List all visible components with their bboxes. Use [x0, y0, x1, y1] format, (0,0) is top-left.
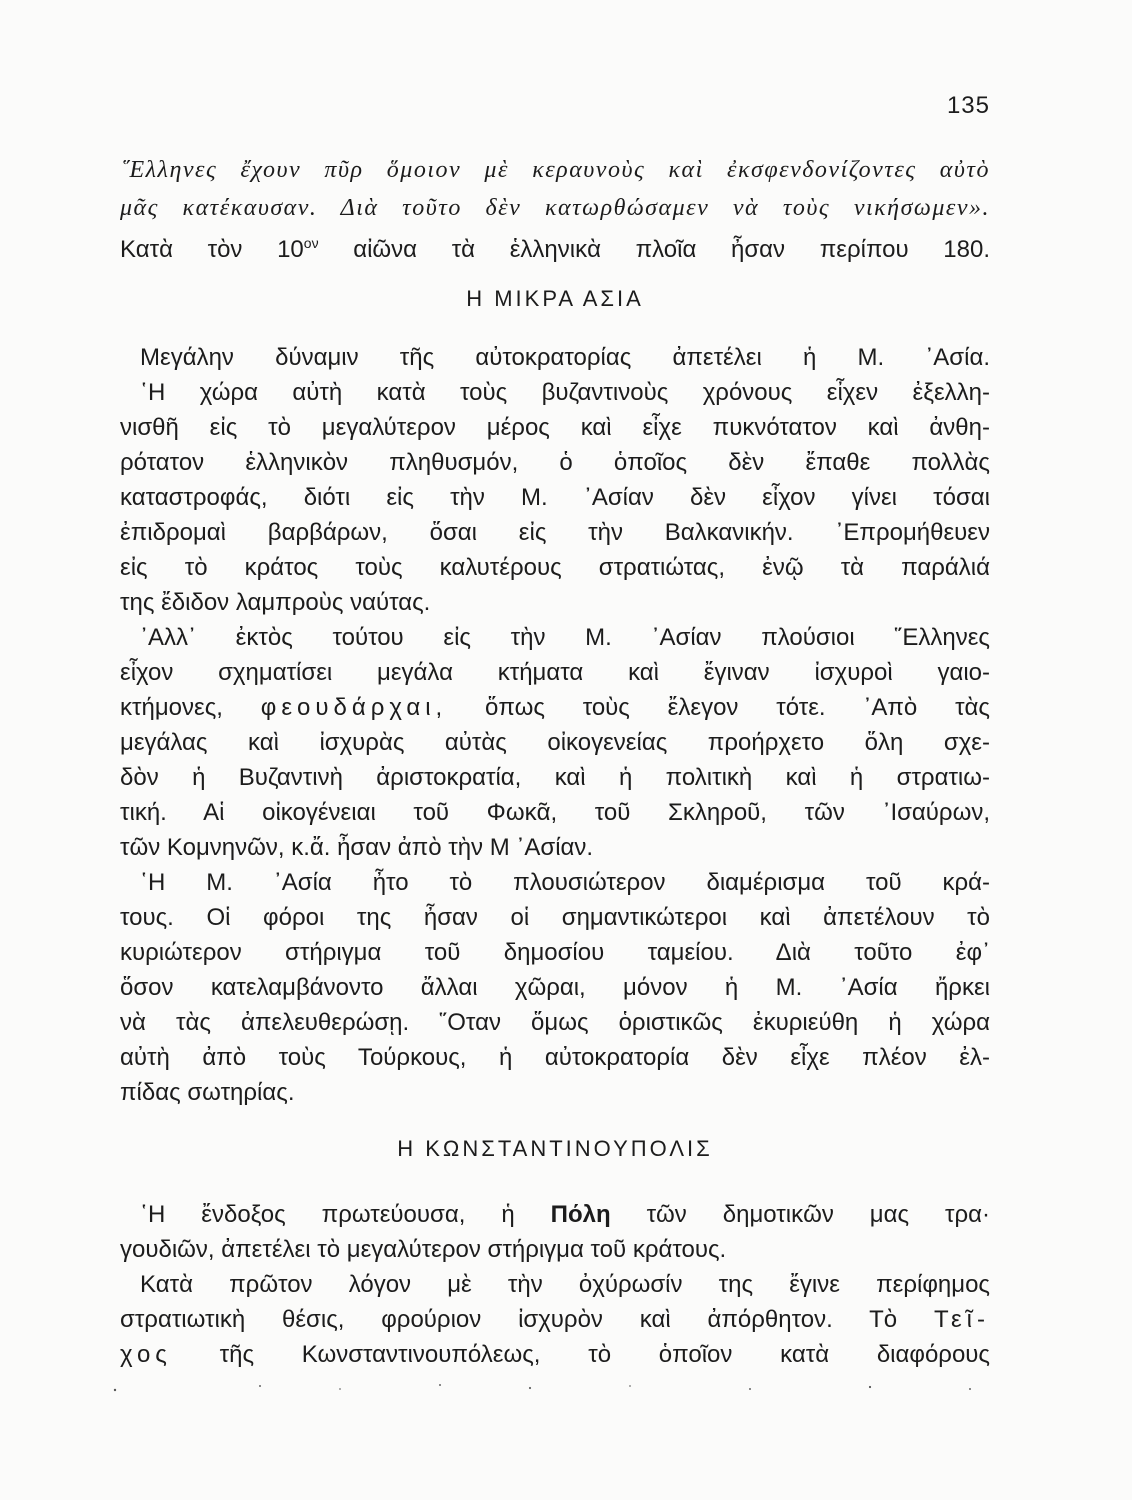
intro-line-3	[120, 228, 990, 265]
print-specks	[110, 1380, 990, 1394]
line-segment: στρατιωτικὴ θέσις, φρούριον ἰσχυρὸν καὶ ἀπόρθητον. Τὸ	[120, 1306, 898, 1333]
paragraph-line: νὰ τὰς ἀπελευθερώσῃ. ῞Οταν ὅμως ὁριστικῶς ἐκυριεύθη ἡ χώρα	[120, 1009, 990, 1036]
paragraph-line: καταστροφάς, διότι εἰς τὴν Μ. ᾿Ασίαν δὲν εἶχον γίνει τόσαι	[120, 484, 990, 511]
paragraph-line: ῾Η Μ. ᾿Ασία ἦτο τὸ πλουσιώτερον διαμέρισμα τοῦ κρά-	[140, 869, 990, 896]
paragraph-line: νισθῆ εἰς τὸ μεγαλύτερον μέρος καὶ εἶχε πυκνότατον καὶ ἀνθη-	[120, 414, 990, 441]
line-segment: ῾Η ἔνδοξος πρωτεύουσα, ἡ	[140, 1201, 551, 1228]
section-heading-mikra-asia: Η ΜΙΚΡΑ ΑΣΙΑ	[466, 286, 644, 311]
paragraph-line: πίδας σωτηρίας.	[120, 1079, 295, 1106]
paragraph-line	[140, 1200, 990, 1230]
paragraph-line: τους. Οἱ φόροι της ἦσαν οἱ σημαντικώτεροι καὶ ἀπετέλουν τὸ	[120, 904, 990, 931]
paragraph-line: της ἔδιδον λαμπροὺς ναύτας.	[120, 589, 431, 616]
book-page	[120, 0, 990, 1500]
paragraph-line	[120, 1305, 990, 1335]
line-segment: τῶν δημοτικῶν μας τρα·	[610, 1201, 990, 1228]
paragraph-line: ἐπιδρομαὶ βαρβάρων, ὅσαι εἰς τὴν Βαλκανικήν. ᾿Επρομήθευεν	[120, 519, 990, 546]
intro-italic-line-2: μᾶς κατέκαυσαν. Διὰ τοῦτο δὲν κατωρθώσαμεν νὰ τοὺς νικήσωμεν».	[120, 195, 990, 221]
paragraph-line: ῾Η χώρα αὐτὴ κατὰ τοὺς βυζαντινοὺς χρόνους εἶχεν ἐξελλη-	[140, 379, 990, 406]
page-number: 135	[946, 92, 990, 119]
paragraph-line: εἰς τὸ κράτος τοὺς καλυτέρους στρατιώτας, ἐνῷ τὰ παράλιά	[120, 554, 990, 581]
paragraph-line: ὅσον κατελαμβάνοντο ἄλλαι χῶραι, μόνον ἡ Μ. ᾿Ασία ἤρκει	[120, 974, 990, 1001]
paragraph-line: γουδιῶν, ἀπετέλει τὸ μεγαλύτερον στήριγμα τοῦ κράτους.	[120, 1236, 727, 1263]
intro-italic-line-1: ῞Ελληνες ἔχουν πῦρ ὅμοιον μὲ κεραυνοὺς καὶ ἐκσφενδονίζοντες αὐτὸ	[120, 157, 990, 183]
section-heading-konstantinoupolis: Η ΚΩΝΣΤΑΝΤΙΝΟΥΠΟΛΙΣ	[397, 1136, 713, 1161]
paragraph-line: Κατὰ πρῶτον λόγον μὲ τὴν ὀχύρωσίν της ἔγινε περίφημος	[140, 1271, 990, 1298]
paragraph-line: ρότατον ἑλληνικὸν πληθυσμόν, ὁ ὁποῖος δὲν ἔπαθε πολλὰς	[120, 449, 990, 476]
paragraph-line: εἶχον σχηματίσει μεγάλα κτήματα καὶ ἔγιναν ἰσχυροὶ γαιο-	[120, 659, 990, 686]
paragraph-line: κυριώτερον στήριγμα τοῦ δημοσίου ταμείου. Διὰ τοῦτο ἐφ᾽	[120, 939, 990, 966]
spaced-term: Τεῖ-	[933, 1306, 990, 1333]
paragraph-line: τῶν Κομνηνῶν, κ.ἄ. ἦσαν ἀπὸ τὴν Μ ᾿Ασίαν.	[120, 834, 594, 861]
paragraph-line: Μεγάλην δύναμιν τῆς αὐτοκρατορίας ἀπετέλει ἡ Μ. ᾿Ασία.	[140, 344, 990, 371]
spaced-term: χος	[120, 1341, 172, 1368]
intro-line-3-end: αἰῶνα τὰ ἑλληνικὰ πλοῖα ἦσαν περίπου 180.	[318, 236, 990, 263]
intro-line-3-superscript: ον	[303, 235, 319, 251]
paragraph-line: ᾿Αλλ᾽ ἐκτὸς τούτου εἰς τὴν Μ. ᾿Ασίαν πλούσιοι ῞Ελληνες	[140, 624, 990, 651]
intro-line-3-start: Κατὰ τὸν 10	[120, 236, 304, 263]
paragraph-line: τική. Αἱ οἰκογένειαι τοῦ Φωκᾶ, τοῦ Σκληροῦ, τῶν ᾿Ισαύρων,	[120, 799, 990, 826]
spaced-term: φεουδάρχαι,	[260, 694, 448, 721]
line-segment: ὅπως τοὺς ἔλεγον τότε. ᾿Απὸ τὰς	[485, 694, 990, 721]
line-segment: κτήμονες,	[120, 694, 223, 721]
paragraph-line: δὸν ἡ Βυζαντινὴ ἀριστοκρατία, καὶ ἡ πολιτικὴ καὶ ἡ στρατιω-	[120, 764, 990, 791]
bold-term: Πόλη	[550, 1201, 611, 1228]
line-segment: τῆς Κωνσταντινουπόλεως, τὸ ὁποῖον κατὰ διαφόρους	[171, 1341, 990, 1368]
paragraph-line: αὐτὴ ἀπὸ τοὺς Τούρκους, ἡ αὐτοκρατορία δὲν εἶχε πλέον ἐλ-	[120, 1044, 990, 1071]
paragraph-line: μεγάλας καὶ ἰσχυρὰς αὐτὰς οἰκογενείας προήρχετο ὅλη σχε-	[120, 729, 990, 756]
paragraph-line	[120, 1340, 990, 1370]
paragraph-line-feudal	[120, 693, 990, 723]
